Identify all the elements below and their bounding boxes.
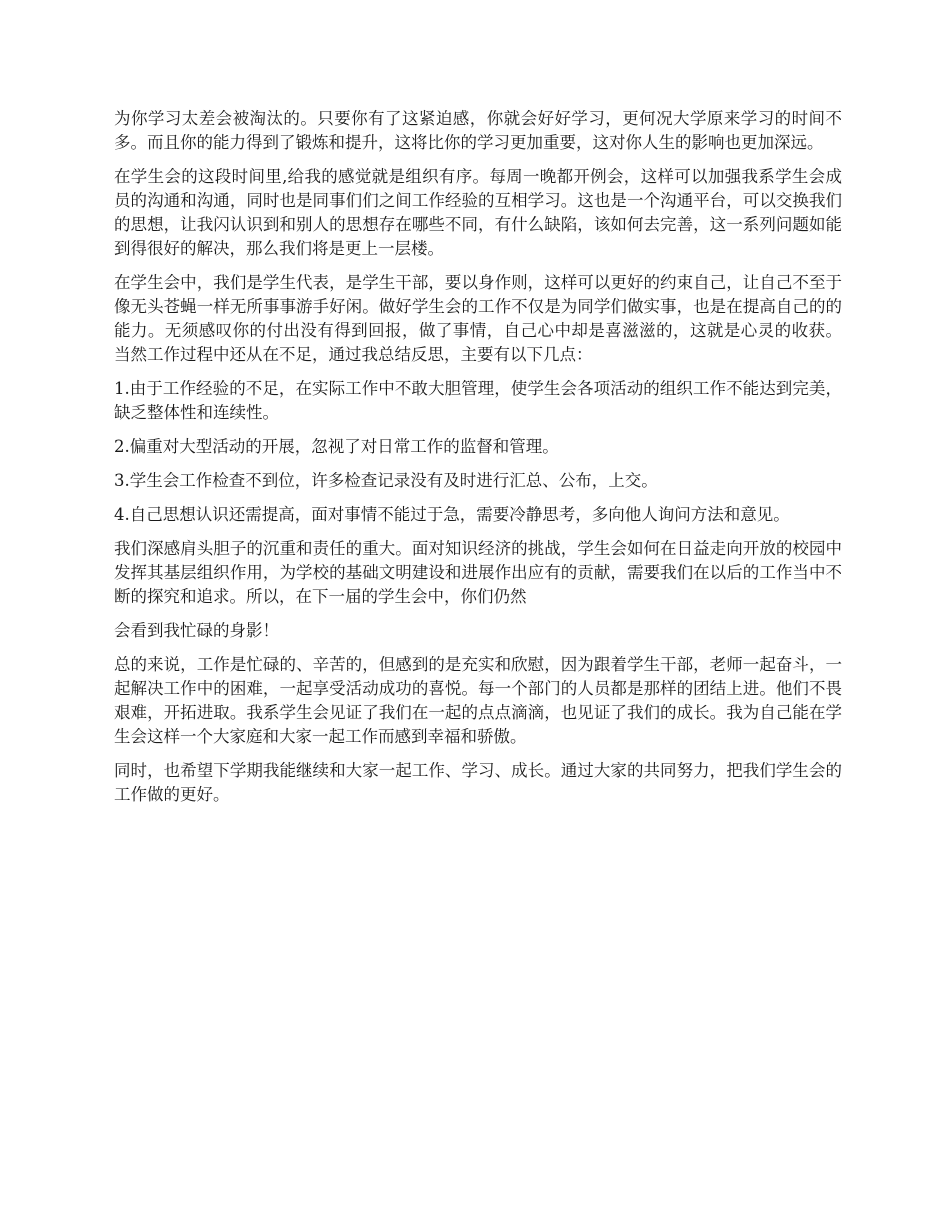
list-item-shortcoming-4: 4.自己思想认识还需提高，面对事情不能过于急，需要冷静思考，多向他人询问方法和意见。 <box>114 505 790 524</box>
list-item-shortcoming-1: 1.由于工作经验的不足，在实际工作中不敢大胆管理，使学生会各项活动的组织工作不能达到完美，缺乏整体性和连续性。 <box>114 379 842 422</box>
paragraph-summary: 总的来说，工作是忙碌的、辛苦的，但感到的是充实和欣慰，因为跟着学生干部，老师一起奋斗，一起解决工作中的困难，一起享受活动成功的喜悦。每一个部门的人员都是那样的团结上进。他们不畏艰难，开拓进取。我系学生会见证了我们在一起的点点滴滴，也见证了我们的成长。我为自己能在学生会这样一个大家庭和大家一起工作而感到幸福和骄傲。 <box>114 655 842 746</box>
list-item-shortcoming-2: 2.偏重对大型活动的开展，忽视了对日常工作的监督和管理。 <box>114 437 559 456</box>
paragraph-closing: 同时，也希望下学期我能继续和大家一起工作、学习、成长。通过大家的共同努力，把我们学生会的工作做的更好。 <box>114 761 842 804</box>
paragraph-busy-figure: 会看到我忙碌的身影！ <box>114 621 279 640</box>
paragraph-intro-continuation: 为你学习太差会被淘汰的。只要你有了这紧迫感，你就会好好学习，更何况大学原来学习的时间不多。而且你的能力得到了锻炼和提升，这将比你的学习更加重要，这对你人生的影响也更加深远。 <box>114 109 842 152</box>
paragraph-student-leader: 在学生会中，我们是学生代表，是学生干部，要以身作则，这样可以更好的约束自己，让自己不至于像无头苍蝇一样无所事事游手好闲。做好学生会的工作不仅是为同学们做实事，也是在提高自己的的能力。无须感叹你的付出没有得到回报，做了事情，自己心中却是喜滋滋的，这就是心灵的收获。 当然工作过程中还从在不足，通过我总结反思，主要有以下几点： <box>114 273 842 364</box>
document-body <box>114 107 842 817</box>
list-item-shortcoming-3: 3.学生会工作检查不到位，许多检查记录没有及时进行汇总、公布，上交。 <box>114 471 658 490</box>
paragraph-organization: 在学生会的这段时间里,给我的感觉就是组织有序。每周一晚都开例会，这样可以加强我系学生会成员的沟通和沟通，同时也是同事们们之间工作经验的互相学习。这也是一个沟通平台，可以交换我们的思想，让我闪认识到和别人的思想存在哪些不同，有什么缺陷，该如何去完善，这一系列问题如能到得很好的解决，那么我们将是更上一层楼。 <box>114 167 842 258</box>
paragraph-responsibility: 我们深感肩头胆子的沉重和责任的重大。面对知识经济的挑战，学生会如何在日益走向开放的校园中发挥其基层组织作用，为学校的基础文明建设和进展作出应有的贡献，需要我们在以后的工作当中不断的探究和追求。所以，在下一届的学生会中，你们仍然 <box>114 539 842 606</box>
